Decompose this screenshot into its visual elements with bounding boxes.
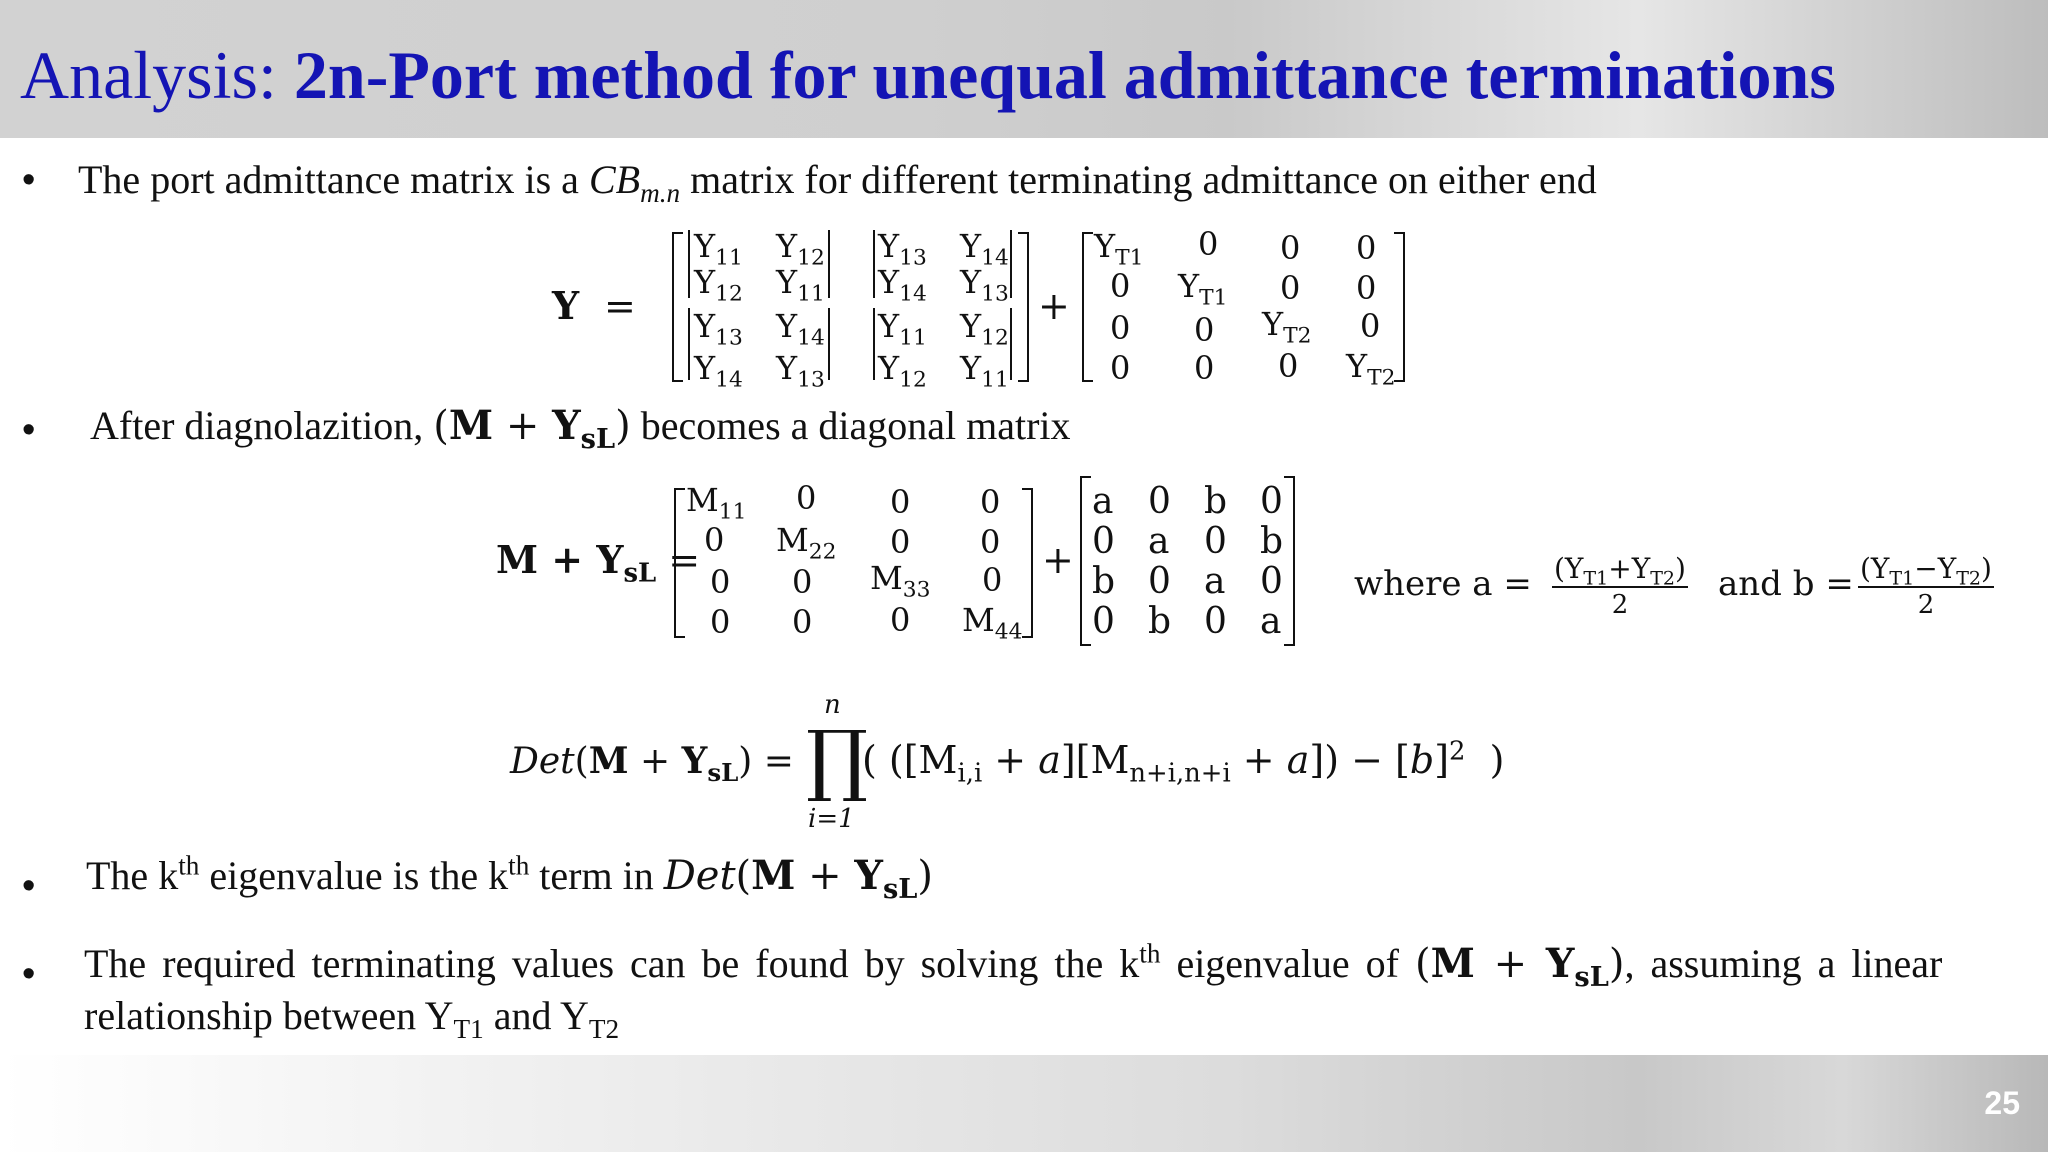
product-symbol: ∏ [806,715,869,805]
prod-lower-limit: i=1 [808,804,855,834]
bullet-1-text: The port admittance matrix is a $CB_{m.n}$ matrix for different terminating admittance on either end [78,157,1597,208]
bullet-2-text: After diagnolazition, $(M + Y_{sL})$ becomes a diagonal matrix [90,402,1071,455]
title-bold: 2n-Port method for unequal admittance terminations [293,37,1836,113]
bullet-4-line-2: relationship between $Y_{T1}$ and $Y_{T2}$ [84,993,620,1044]
bullet-3-text: The $k^{th}$ eigenvalue is the $k^{th}$ term in $Det(M + Y_{sL})$ [86,850,933,905]
slide-title [20,30,1836,120]
eq1-plus: + [1038,284,1070,328]
eq3-rhs: ( $([M_{i,i} + a][M_{n+i,n+i} + a]) - [b]^2$ ) [862,736,1505,789]
bullet-2: • [22,409,36,451]
prod-upper-limit: n [824,690,841,720]
bullet-3: • [22,865,36,907]
eq2-and: and b = [1718,564,1854,604]
eq1-equals: = [604,284,636,328]
bullet-1: • [22,159,36,201]
bullet-4: • [22,953,36,995]
eq3-lhs: $Det(M + Y_{sL})$ = [510,740,794,788]
frac-b: $\frac{(Y_{T1}-Y_{T2})}{2}$ [1860,552,1992,620]
eq1-lhs: Y [552,283,580,328]
eq2-where: where a = [1354,564,1532,604]
eq2-plus: + [1042,538,1074,582]
eq2-lhs: $M + Y_{sL}$ = [496,537,701,589]
page-number: 25 [1984,1085,2020,1121]
title-prefix: Analysis: [20,37,294,113]
footer-band [0,1055,2048,1152]
cb-symbol: CB [588,157,641,202]
bullet-4-line-1: The required terminating values can be found by solving the $k^{th}$ eigenvalue of $(M + Y_{sL})$, assuming a linear [84,938,1943,993]
frac-a: $\frac{(Y_{T1}+Y_{T2})}{2}$ [1554,552,1686,620]
